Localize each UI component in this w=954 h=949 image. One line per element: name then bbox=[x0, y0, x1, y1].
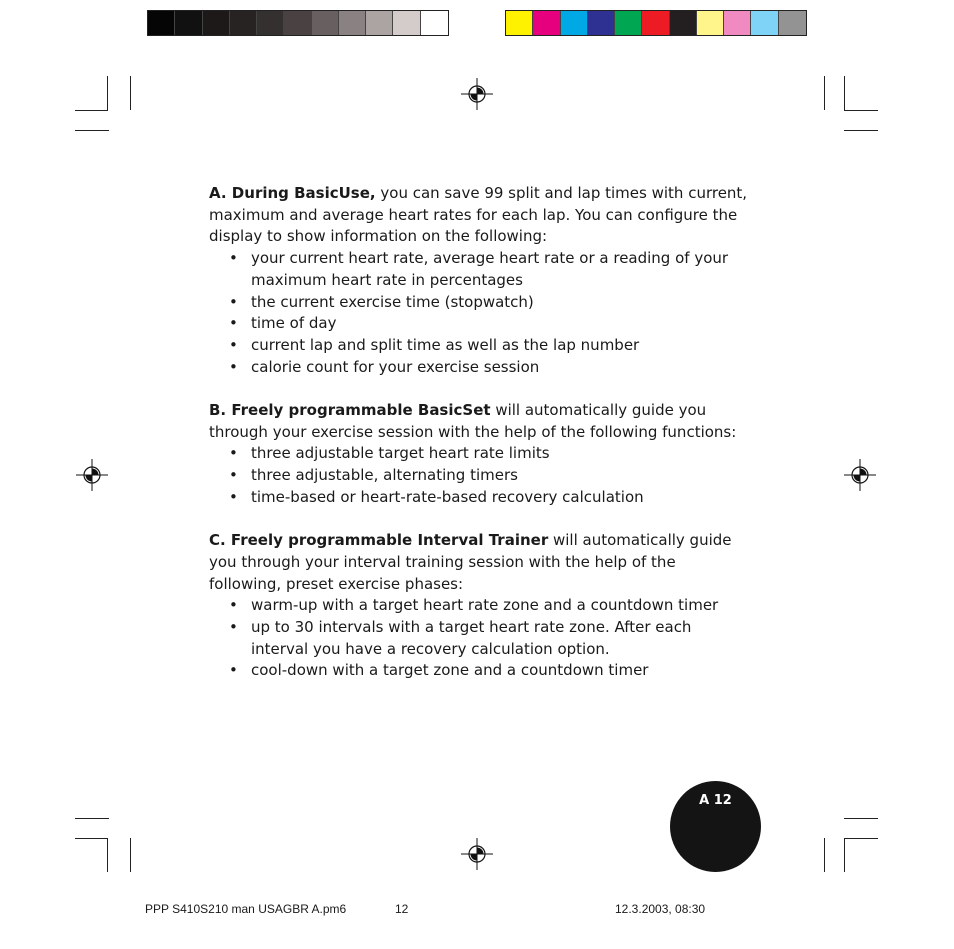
list-item: • up to 30 intervals with a target heart rate zone. After each interval you have a recovery calculation option. bbox=[209, 617, 749, 660]
color-swatch bbox=[697, 11, 724, 35]
color-swatch bbox=[724, 11, 751, 35]
color-swatch bbox=[312, 11, 339, 35]
color-swatch bbox=[339, 11, 366, 35]
section-basicuse bbox=[209, 183, 749, 378]
section-basicset bbox=[209, 400, 749, 509]
section-paragraph bbox=[209, 183, 749, 248]
process-color-bar bbox=[505, 10, 807, 36]
section-lead: C. Freely programmable Interval Trainer bbox=[209, 531, 549, 550]
list-item: • three adjustable target heart rate limits bbox=[209, 443, 749, 465]
list-item: • warm-up with a target heart rate zone and a countdown timer bbox=[209, 595, 749, 617]
color-swatch bbox=[230, 11, 257, 35]
page-label: A 12 bbox=[699, 793, 732, 808]
section-lead: B. Freely programmable BasicSet bbox=[209, 401, 491, 420]
color-swatch bbox=[257, 11, 284, 35]
feature-list bbox=[209, 443, 749, 508]
feature-list bbox=[209, 248, 749, 378]
feature-list bbox=[209, 595, 749, 682]
footer-filename: PPP S410S210 man USAGBR A.pm6 bbox=[145, 902, 347, 916]
color-swatch bbox=[284, 11, 311, 35]
color-swatch bbox=[670, 11, 697, 35]
color-swatch bbox=[561, 11, 588, 35]
list-item: • your current heart rate, average heart rate or a reading of your maximum heart rate in percentages bbox=[209, 248, 749, 291]
registration-target-icon bbox=[844, 459, 876, 491]
color-swatch bbox=[393, 11, 420, 35]
color-swatch bbox=[506, 11, 533, 35]
section-paragraph bbox=[209, 530, 749, 595]
section-text: you can save 99 split and lap times with current, maximum and average heart rates for each lap. You can configure the display to show information on the following: bbox=[209, 184, 748, 246]
color-swatch bbox=[615, 11, 642, 35]
color-swatch bbox=[533, 11, 560, 35]
registration-target-icon bbox=[76, 459, 108, 491]
list-item: • current lap and split time as well as the lap number bbox=[209, 335, 749, 357]
color-swatch bbox=[588, 11, 615, 35]
color-swatch bbox=[175, 11, 202, 35]
list-item: • time of day bbox=[209, 313, 749, 335]
color-swatch bbox=[751, 11, 778, 35]
color-swatch bbox=[203, 11, 230, 35]
color-swatch bbox=[642, 11, 669, 35]
section-text: will automatically guide you through your interval training session with the help of the following, preset exercise phases: bbox=[209, 531, 732, 593]
list-item: • three adjustable, alternating timers bbox=[209, 465, 749, 487]
footer-timestamp: 12.3.2003, 08:30 bbox=[615, 902, 706, 916]
registration-target-icon bbox=[461, 78, 493, 110]
section-text: will automatically guide you through your exercise session with the help of the following functions: bbox=[209, 401, 737, 441]
list-item: • the current exercise time (stopwatch) bbox=[209, 292, 749, 314]
section-interval-trainer bbox=[209, 530, 749, 682]
list-item: • calorie count for your exercise session bbox=[209, 357, 749, 379]
list-item: • time-based or heart-rate-based recovery calculation bbox=[209, 487, 749, 509]
section-paragraph bbox=[209, 400, 749, 443]
page-body bbox=[209, 183, 749, 704]
registration-target-icon bbox=[461, 838, 493, 870]
page-number-badge bbox=[670, 781, 761, 872]
color-swatch bbox=[421, 11, 448, 35]
color-swatch bbox=[366, 11, 393, 35]
color-swatch bbox=[779, 11, 806, 35]
list-item: • cool-down with a target zone and a countdown timer bbox=[209, 660, 749, 682]
grayscale-color-bar bbox=[147, 10, 449, 36]
color-swatch bbox=[148, 11, 175, 35]
section-lead: A. During BasicUse, bbox=[209, 184, 376, 202]
footer-page-number: 12 bbox=[395, 902, 409, 916]
